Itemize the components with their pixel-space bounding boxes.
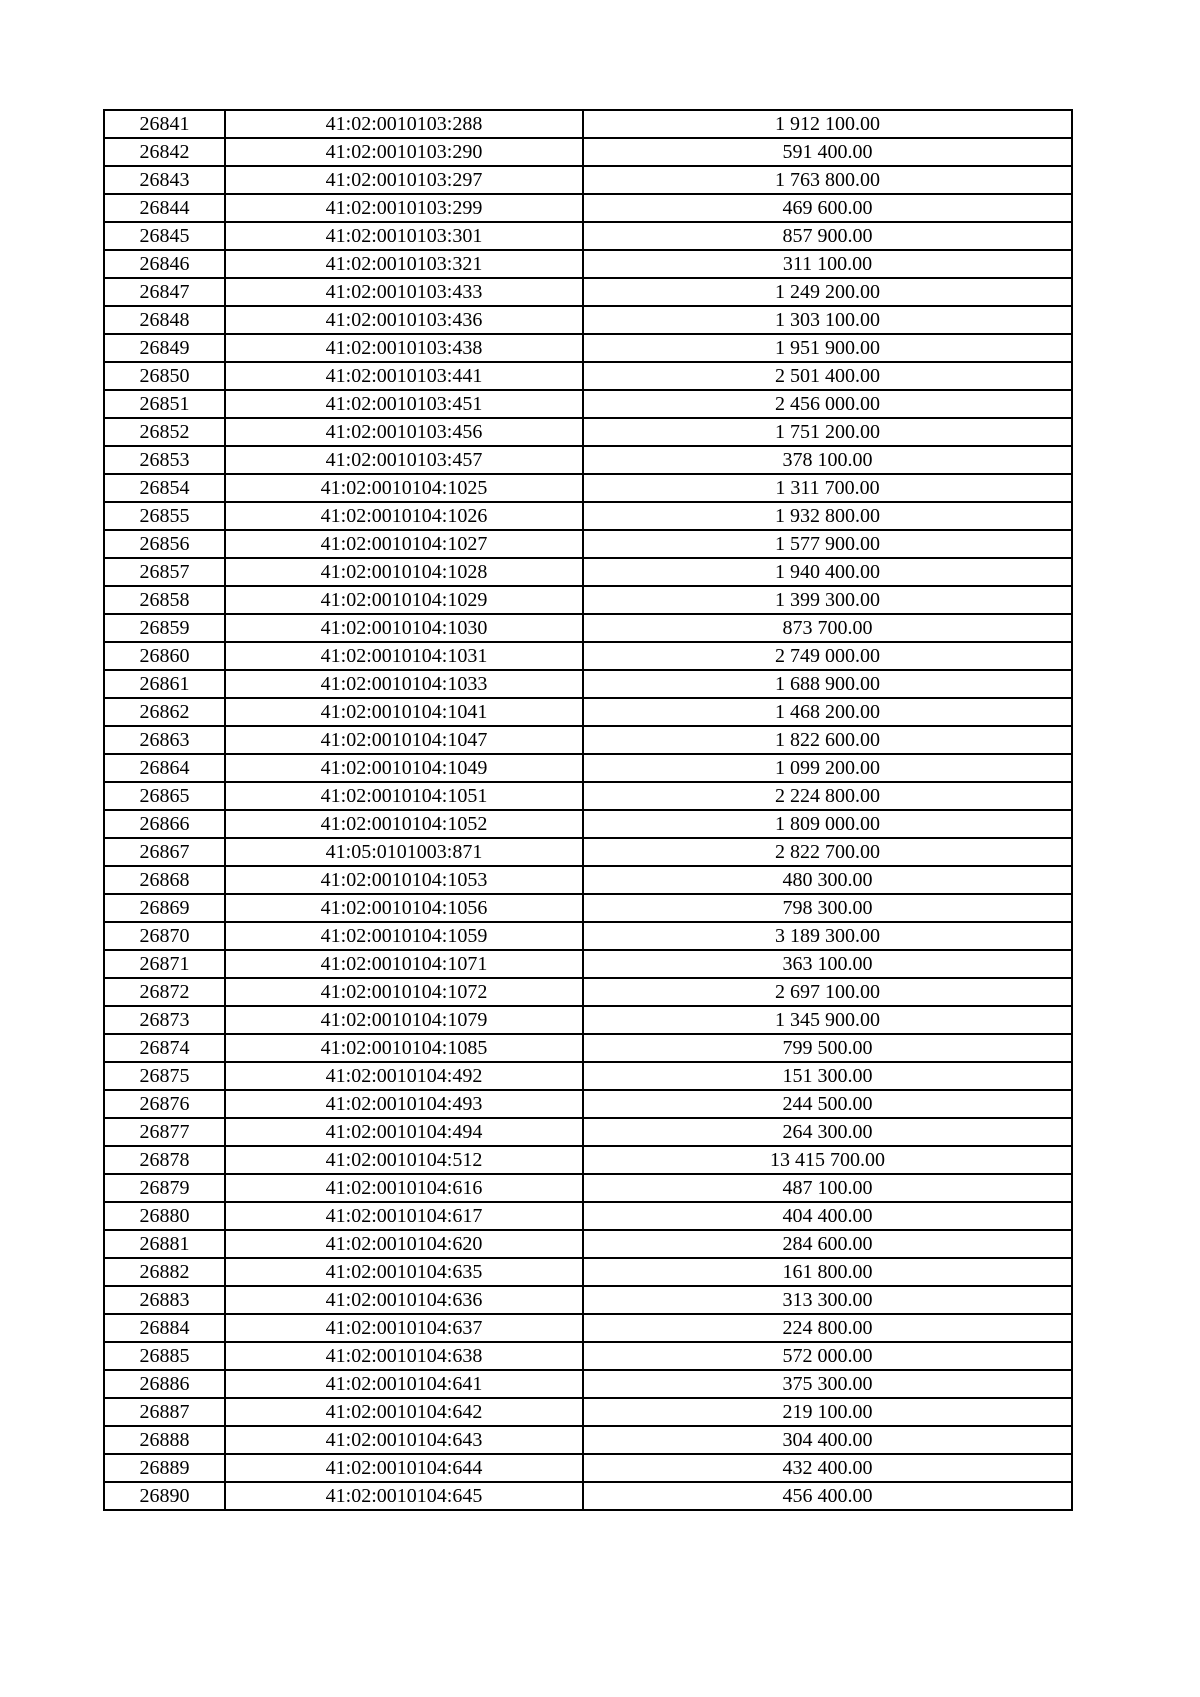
row-number-cell: 26854 — [104, 474, 225, 502]
cadastral-number-cell: 41:02:0010103:457 — [225, 446, 583, 474]
cadastral-number-cell: 41:02:0010104:1031 — [225, 642, 583, 670]
row-number-cell: 26860 — [104, 642, 225, 670]
table-row — [104, 642, 1072, 670]
table-row — [104, 922, 1072, 950]
cadastral-number-cell: 41:02:0010104:1047 — [225, 726, 583, 754]
cadastral-value-cell: 469 600.00 — [583, 194, 1072, 222]
row-number-cell: 26845 — [104, 222, 225, 250]
cadastral-number-cell: 41:02:0010103:438 — [225, 334, 583, 362]
row-number-cell: 26874 — [104, 1034, 225, 1062]
cadastral-number-cell: 41:02:0010104:512 — [225, 1146, 583, 1174]
cadastral-number-cell: 41:02:0010104:1053 — [225, 866, 583, 894]
table-row — [104, 782, 1072, 810]
row-number-cell: 26864 — [104, 754, 225, 782]
row-number-cell: 26882 — [104, 1258, 225, 1286]
table-row — [104, 586, 1072, 614]
row-number-cell: 26870 — [104, 922, 225, 950]
row-number-cell: 26852 — [104, 418, 225, 446]
table-row — [104, 306, 1072, 334]
cadastral-value-cell: 2 501 400.00 — [583, 362, 1072, 390]
cadastral-number-cell: 41:02:0010103:456 — [225, 418, 583, 446]
cadastral-number-cell: 41:02:0010104:492 — [225, 1062, 583, 1090]
row-number-cell: 26863 — [104, 726, 225, 754]
table-row — [104, 362, 1072, 390]
table-row — [104, 334, 1072, 362]
cadastral-value-cell: 2 697 100.00 — [583, 978, 1072, 1006]
cadastral-number-cell: 41:02:0010104:635 — [225, 1258, 583, 1286]
row-number-cell: 26869 — [104, 894, 225, 922]
cadastral-number-cell: 41:02:0010104:1030 — [225, 614, 583, 642]
table-row — [104, 138, 1072, 166]
table-row — [104, 166, 1072, 194]
cadastral-number-cell: 41:02:0010104:641 — [225, 1370, 583, 1398]
table-row — [104, 978, 1072, 1006]
cadastral-number-cell: 41:02:0010103:290 — [225, 138, 583, 166]
cadastral-value-cell: 304 400.00 — [583, 1426, 1072, 1454]
table-row — [104, 950, 1072, 978]
cadastral-number-cell: 41:02:0010104:617 — [225, 1202, 583, 1230]
cadastral-value-cell: 873 700.00 — [583, 614, 1072, 642]
table-row — [104, 726, 1072, 754]
cadastral-value-cell: 219 100.00 — [583, 1398, 1072, 1426]
cadastral-number-cell: 41:02:0010104:1072 — [225, 978, 583, 1006]
row-number-cell: 26868 — [104, 866, 225, 894]
table-row — [104, 1370, 1072, 1398]
cadastral-number-cell: 41:02:0010104:1029 — [225, 586, 583, 614]
cadastral-value-cell: 432 400.00 — [583, 1454, 1072, 1482]
table-row — [104, 530, 1072, 558]
cadastral-value-cell: 1 822 600.00 — [583, 726, 1072, 754]
table-row — [104, 810, 1072, 838]
cadastral-value-cell: 2 456 000.00 — [583, 390, 1072, 418]
cadastral-value-cell: 13 415 700.00 — [583, 1146, 1072, 1174]
row-number-cell: 26867 — [104, 838, 225, 866]
cadastral-number-cell: 41:02:0010103:321 — [225, 250, 583, 278]
table-row — [104, 1146, 1072, 1174]
row-number-cell: 26849 — [104, 334, 225, 362]
cadastral-value-cell: 1 763 800.00 — [583, 166, 1072, 194]
row-number-cell: 26850 — [104, 362, 225, 390]
cadastral-number-cell: 41:02:0010104:643 — [225, 1426, 583, 1454]
row-number-cell: 26877 — [104, 1118, 225, 1146]
cadastral-value-cell: 1 751 200.00 — [583, 418, 1072, 446]
cadastral-number-cell: 41:02:0010104:1051 — [225, 782, 583, 810]
cadastral-value-cell: 2 749 000.00 — [583, 642, 1072, 670]
row-number-cell: 26847 — [104, 278, 225, 306]
row-number-cell: 26851 — [104, 390, 225, 418]
row-number-cell: 26857 — [104, 558, 225, 586]
cadastral-value-cell: 378 100.00 — [583, 446, 1072, 474]
row-number-cell: 26875 — [104, 1062, 225, 1090]
cadastral-number-cell: 41:02:0010103:441 — [225, 362, 583, 390]
row-number-cell: 26848 — [104, 306, 225, 334]
row-number-cell: 26876 — [104, 1090, 225, 1118]
table-row — [104, 1286, 1072, 1314]
row-number-cell: 26862 — [104, 698, 225, 726]
cadastral-value-cell: 1 932 800.00 — [583, 502, 1072, 530]
cadastral-value-cell: 3 189 300.00 — [583, 922, 1072, 950]
table-row — [104, 222, 1072, 250]
cadastral-value-cell: 161 800.00 — [583, 1258, 1072, 1286]
table-row — [104, 1174, 1072, 1202]
row-number-cell: 26885 — [104, 1342, 225, 1370]
cadastral-value-cell: 151 300.00 — [583, 1062, 1072, 1090]
cadastral-number-cell: 41:02:0010104:1059 — [225, 922, 583, 950]
row-number-cell: 26846 — [104, 250, 225, 278]
row-number-cell: 26881 — [104, 1230, 225, 1258]
cadastral-number-cell: 41:02:0010103:433 — [225, 278, 583, 306]
table-row — [104, 194, 1072, 222]
row-number-cell: 26890 — [104, 1482, 225, 1510]
cadastral-value-cell: 1 577 900.00 — [583, 530, 1072, 558]
cadastral-number-cell: 41:02:0010104:645 — [225, 1482, 583, 1510]
cadastral-number-cell: 41:02:0010104:1049 — [225, 754, 583, 782]
table-row — [104, 1314, 1072, 1342]
table-row — [104, 754, 1072, 782]
table-row — [104, 1118, 1072, 1146]
table-row — [104, 1006, 1072, 1034]
table-row — [104, 1034, 1072, 1062]
cadastral-value-cell: 404 400.00 — [583, 1202, 1072, 1230]
row-number-cell: 26842 — [104, 138, 225, 166]
table-row — [104, 1258, 1072, 1286]
cadastral-value-cell: 1 468 200.00 — [583, 698, 1072, 726]
cadastral-value-cell: 1 399 300.00 — [583, 586, 1072, 614]
cadastral-number-cell: 41:02:0010103:299 — [225, 194, 583, 222]
table-row — [104, 278, 1072, 306]
table-row — [104, 698, 1072, 726]
table-row — [104, 894, 1072, 922]
row-number-cell: 26843 — [104, 166, 225, 194]
table-row — [104, 1454, 1072, 1482]
row-number-cell: 26858 — [104, 586, 225, 614]
table-row — [104, 1398, 1072, 1426]
row-number-cell: 26884 — [104, 1314, 225, 1342]
table-row — [104, 446, 1072, 474]
cadastral-value-cell: 264 300.00 — [583, 1118, 1072, 1146]
cadastral-value-cell: 313 300.00 — [583, 1286, 1072, 1314]
cadastral-value-cell: 1 345 900.00 — [583, 1006, 1072, 1034]
row-number-cell: 26879 — [104, 1174, 225, 1202]
cadastral-value-cell: 1 951 900.00 — [583, 334, 1072, 362]
cadastral-number-cell: 41:02:0010103:436 — [225, 306, 583, 334]
table-row — [104, 110, 1072, 138]
table-row — [104, 250, 1072, 278]
cadastral-value-cell: 572 000.00 — [583, 1342, 1072, 1370]
cadastral-value-cell: 1 688 900.00 — [583, 670, 1072, 698]
cadastral-number-cell: 41:02:0010104:638 — [225, 1342, 583, 1370]
cadastral-number-cell: 41:02:0010104:642 — [225, 1398, 583, 1426]
cadastral-value-table — [103, 109, 1073, 1511]
row-number-cell: 26855 — [104, 502, 225, 530]
cadastral-value-cell: 284 600.00 — [583, 1230, 1072, 1258]
row-number-cell: 26856 — [104, 530, 225, 558]
table-row — [104, 390, 1072, 418]
table-row — [104, 418, 1072, 446]
table-row — [104, 1482, 1072, 1510]
row-number-cell: 26861 — [104, 670, 225, 698]
cadastral-number-cell: 41:02:0010104:1052 — [225, 810, 583, 838]
table-row — [104, 1426, 1072, 1454]
cadastral-value-cell: 1 912 100.00 — [583, 110, 1072, 138]
table-body — [104, 110, 1072, 1510]
cadastral-value-cell: 1 249 200.00 — [583, 278, 1072, 306]
row-number-cell: 26853 — [104, 446, 225, 474]
cadastral-value-cell: 480 300.00 — [583, 866, 1072, 894]
table-row — [104, 670, 1072, 698]
cadastral-number-cell: 41:02:0010104:1033 — [225, 670, 583, 698]
row-number-cell: 26872 — [104, 978, 225, 1006]
cadastral-value-cell: 224 800.00 — [583, 1314, 1072, 1342]
row-number-cell: 26859 — [104, 614, 225, 642]
row-number-cell: 26887 — [104, 1398, 225, 1426]
table-row — [104, 838, 1072, 866]
cadastral-value-cell: 1 311 700.00 — [583, 474, 1072, 502]
cadastral-value-cell: 244 500.00 — [583, 1090, 1072, 1118]
table-row — [104, 558, 1072, 586]
table-row — [104, 1062, 1072, 1090]
cadastral-number-cell: 41:02:0010104:493 — [225, 1090, 583, 1118]
row-number-cell: 26844 — [104, 194, 225, 222]
cadastral-number-cell: 41:02:0010104:1085 — [225, 1034, 583, 1062]
table-row — [104, 614, 1072, 642]
cadastral-value-cell: 1 303 100.00 — [583, 306, 1072, 334]
cadastral-number-cell: 41:05:0101003:871 — [225, 838, 583, 866]
cadastral-number-cell: 41:02:0010104:1027 — [225, 530, 583, 558]
table-row — [104, 1202, 1072, 1230]
cadastral-number-cell: 41:02:0010104:494 — [225, 1118, 583, 1146]
cadastral-value-cell: 363 100.00 — [583, 950, 1072, 978]
cadastral-value-cell: 487 100.00 — [583, 1174, 1072, 1202]
cadastral-number-cell: 41:02:0010103:288 — [225, 110, 583, 138]
cadastral-value-cell: 1 940 400.00 — [583, 558, 1072, 586]
cadastral-number-cell: 41:02:0010104:636 — [225, 1286, 583, 1314]
cadastral-value-cell: 591 400.00 — [583, 138, 1072, 166]
cadastral-value-cell: 311 100.00 — [583, 250, 1072, 278]
row-number-cell: 26889 — [104, 1454, 225, 1482]
table-row — [104, 502, 1072, 530]
cadastral-number-cell: 41:02:0010104:1026 — [225, 502, 583, 530]
row-number-cell: 26871 — [104, 950, 225, 978]
cadastral-value-cell: 799 500.00 — [583, 1034, 1072, 1062]
cadastral-number-cell: 41:02:0010104:1041 — [225, 698, 583, 726]
cadastral-value-cell: 1 809 000.00 — [583, 810, 1072, 838]
row-number-cell: 26841 — [104, 110, 225, 138]
table-row — [104, 1230, 1072, 1258]
cadastral-number-cell: 41:02:0010104:1028 — [225, 558, 583, 586]
cadastral-value-cell: 857 900.00 — [583, 222, 1072, 250]
cadastral-number-cell: 41:02:0010104:1025 — [225, 474, 583, 502]
cadastral-number-cell: 41:02:0010104:1056 — [225, 894, 583, 922]
cadastral-number-cell: 41:02:0010104:644 — [225, 1454, 583, 1482]
cadastral-value-cell: 375 300.00 — [583, 1370, 1072, 1398]
row-number-cell: 26883 — [104, 1286, 225, 1314]
cadastral-number-cell: 41:02:0010103:297 — [225, 166, 583, 194]
cadastral-number-cell: 41:02:0010104:1079 — [225, 1006, 583, 1034]
row-number-cell: 26886 — [104, 1370, 225, 1398]
table-row — [104, 866, 1072, 894]
cadastral-number-cell: 41:02:0010104:620 — [225, 1230, 583, 1258]
row-number-cell: 26865 — [104, 782, 225, 810]
cadastral-value-cell: 798 300.00 — [583, 894, 1072, 922]
cadastral-number-cell: 41:02:0010103:301 — [225, 222, 583, 250]
cadastral-value-cell: 2 822 700.00 — [583, 838, 1072, 866]
cadastral-number-cell: 41:02:0010103:451 — [225, 390, 583, 418]
cadastral-value-cell: 456 400.00 — [583, 1482, 1072, 1510]
row-number-cell: 26866 — [104, 810, 225, 838]
row-number-cell: 26888 — [104, 1426, 225, 1454]
cadastral-number-cell: 41:02:0010104:1071 — [225, 950, 583, 978]
cadastral-value-cell: 2 224 800.00 — [583, 782, 1072, 810]
table-row — [104, 1090, 1072, 1118]
cadastral-number-cell: 41:02:0010104:616 — [225, 1174, 583, 1202]
table-row — [104, 1342, 1072, 1370]
cadastral-number-cell: 41:02:0010104:637 — [225, 1314, 583, 1342]
cadastral-value-cell: 1 099 200.00 — [583, 754, 1072, 782]
row-number-cell: 26880 — [104, 1202, 225, 1230]
row-number-cell: 26878 — [104, 1146, 225, 1174]
table-row — [104, 474, 1072, 502]
row-number-cell: 26873 — [104, 1006, 225, 1034]
